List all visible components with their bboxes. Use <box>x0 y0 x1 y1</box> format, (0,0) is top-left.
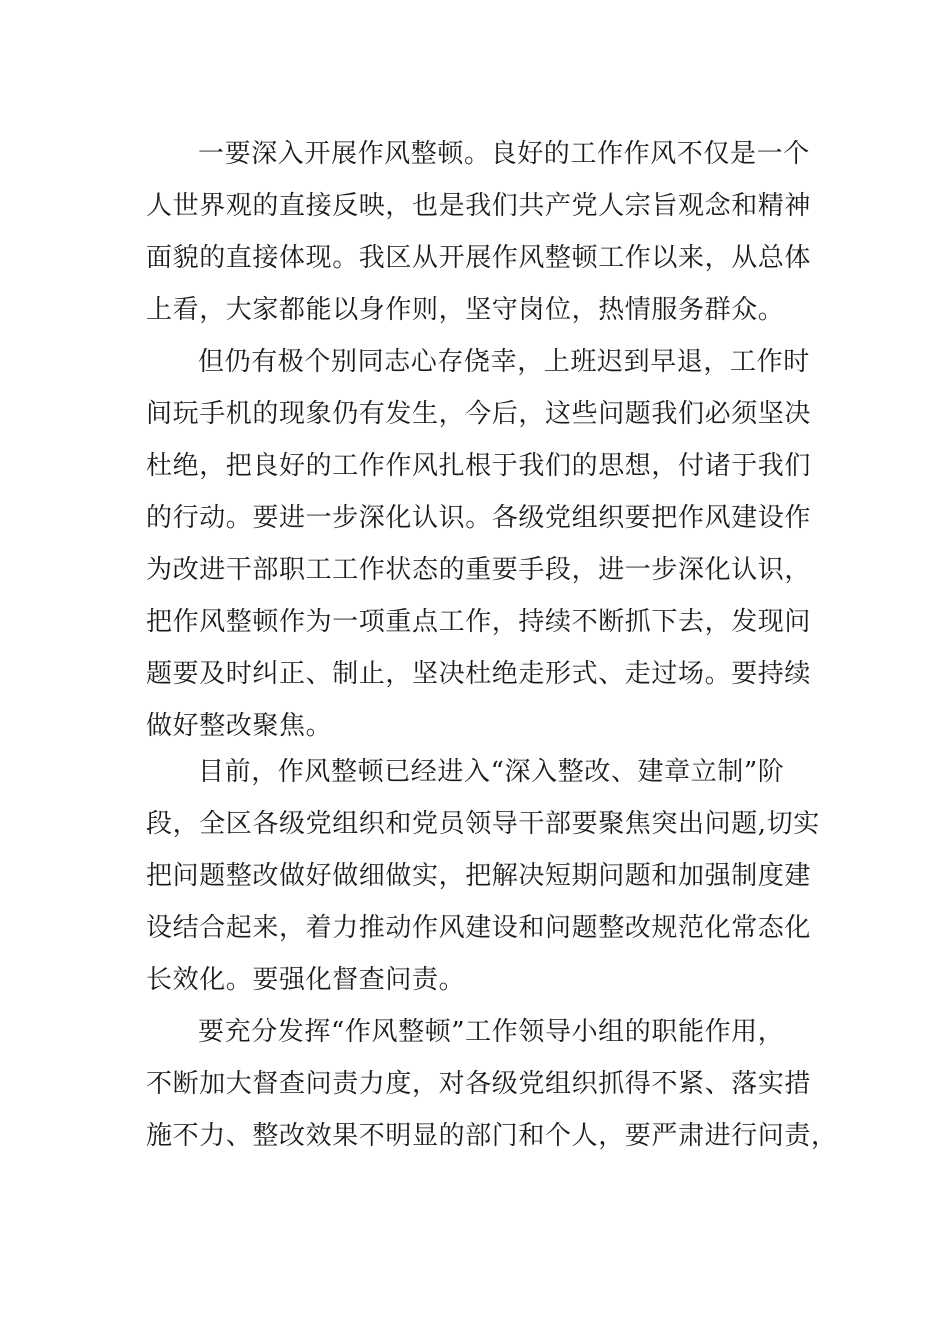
paragraph-line: 长效化。要强化督查问责。 <box>146 965 466 995</box>
paragraph-line: 但仍有极个别同志心存侥幸，上班迟到早退，工作时 <box>198 347 810 377</box>
paragraph-line: 做好整改聚焦。 <box>146 711 333 741</box>
paragraph-line: 把问题整改做好做细做实，把解决短期问题和加强制度建 <box>146 861 812 891</box>
paragraph-line: 间玩手机的现象仍有发生，今后，这些问题我们必须坚决 <box>146 399 812 429</box>
paragraph-line: 为改进干部职工工作状态的重要手段，进一步深化认识， <box>146 555 812 585</box>
paragraph-line: 人世界观的直接反映，也是我们共产党人宗旨观念和精神 <box>146 191 812 221</box>
paragraph-line: 把作风整顿作为一项重点工作，持续不断抓下去，发现问 <box>146 607 812 637</box>
paragraph-2 <box>146 336 812 752</box>
paragraph-line: 面貌的直接体现。我区从开展作风整顿工作以来，从总体 <box>146 243 812 273</box>
paragraph-line: 的行动。要进一步深化认识。各级党组织要把作风建设作 <box>146 503 812 533</box>
paragraph-line: 设结合起来，着力推动作风建设和问题整改规范化常态化 <box>146 913 812 943</box>
paragraph-line: 题要及时纠正、制止，坚决杜绝走形式、走过场。要持续 <box>146 659 812 689</box>
paragraph-line: 要充分发挥“作风整顿”工作领导小组的职能作用， <box>198 1017 785 1047</box>
paragraph-4 <box>146 1006 838 1162</box>
paragraph-line: 一要深入开展作风整顿。良好的工作作风不仅是一个 <box>198 139 810 169</box>
paragraph-line: 段，全区各级党组织和党员领导干部要聚焦突出问题,切实 <box>146 809 820 839</box>
paragraph-line: 施不力、整改效果不明显的部门和个人，要严肃进行问责， <box>146 1121 838 1151</box>
paragraph-line: 杜绝，把良好的工作作风扎根于我们的思想，付诸于我们 <box>146 451 812 481</box>
paragraph-line: 目前，作风整顿已经进入“深入整改、建章立制”阶 <box>198 757 785 787</box>
paragraph-3 <box>146 746 820 1006</box>
paragraph-line: 不断加大督查问责力度，对各级党组织抓得不紧、落实措 <box>146 1069 812 1099</box>
paragraph-1 <box>146 128 812 336</box>
paragraph-line: 上看，大家都能以身作则，坚守岗位，热情服务群众。 <box>146 295 785 325</box>
